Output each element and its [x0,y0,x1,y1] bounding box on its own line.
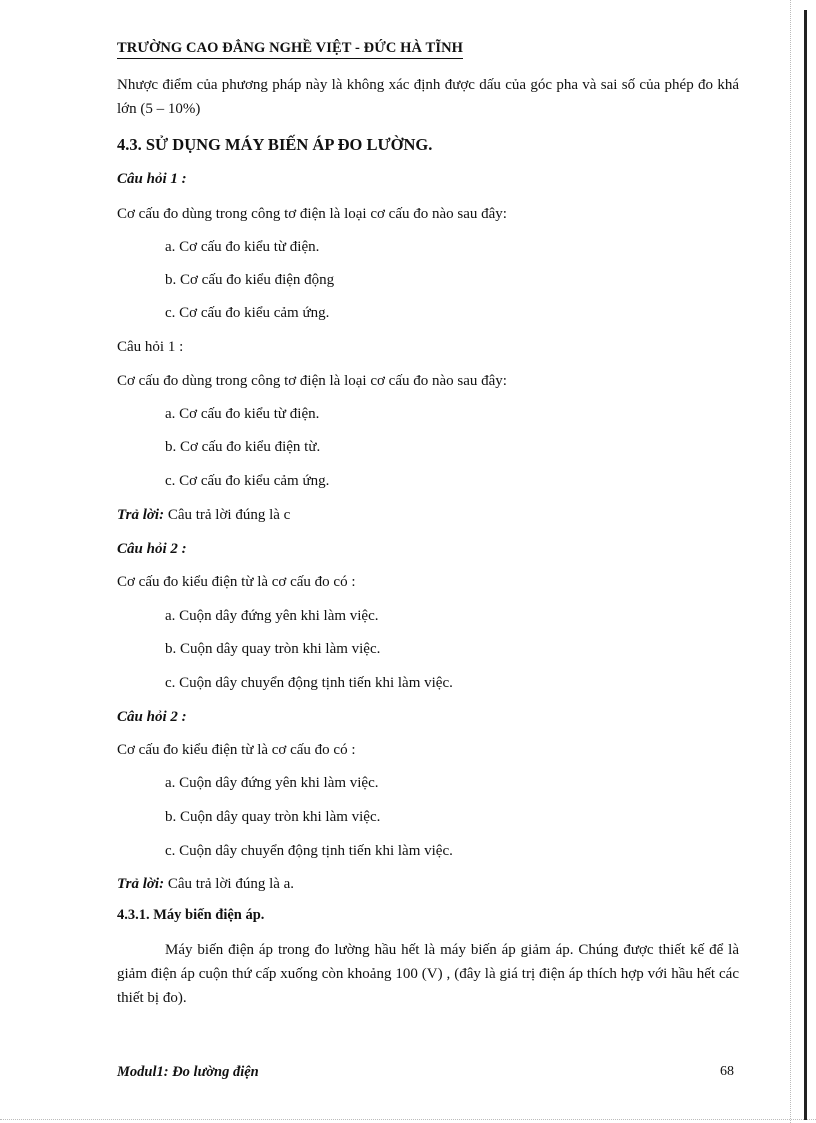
question-2a-option-b: b. Cuộn dây quay tròn khi làm việc. [165,641,381,657]
question-1b-text: Cơ cấu đo dùng trong công tơ điện là loại cơ cấu đo nào sau đây: [117,373,507,389]
question-1a-option-a: a. Cơ cấu đo kiểu từ điện. [165,239,320,255]
question-2a-option-c: c. Cuộn dây chuyển động tịnh tiến khi làm việc. [165,675,453,691]
page-header: TRƯỜNG CAO ĐẲNG NGHỀ VIỆT - ĐỨC HÀ TĨNH [117,40,463,59]
question-2b-label: Câu hỏi 2 : [117,709,187,725]
question-1b-option-c: c. Cơ cấu đo kiểu cảm ứng. [165,473,330,489]
question-1a-text: Cơ cấu đo dùng trong công tơ điện là loại cơ cấu đo nào sau đây: [117,206,507,222]
body-paragraph: Máy biến điện áp trong đo lường hầu hết là máy biến áp giảm áp. Chúng được thiết kế để là giảm điện áp cuộn thứ cấp xuống còn khoảng 100 (V) , (đây là giá trị điện áp thích hợp với hầu hết các thiết bị đo). [117,942,739,1006]
question-2a-label: Câu hỏi 2 : [117,541,187,557]
subsection-title: 4.3.1. Máy biến điện áp. [117,907,265,923]
question-1a-option-b: b. Cơ cấu đo kiểu điện động [165,272,335,288]
question-1b-option-a: a. Cơ cấu đo kiểu từ điện. [165,406,320,422]
question-1a-option-c: c. Cơ cấu đo kiểu cảm ứng. [165,305,330,321]
footer-module: Modul1: Đo lường điện [117,1064,259,1080]
question-1b-option-b: b. Cơ cấu đo kiểu điện từ. [165,439,321,455]
question-2b-option-b: b. Cuộn dây quay tròn khi làm việc. [165,809,381,825]
answer-1: Trả lời: Câu trả lời đúng là c [117,507,291,523]
section-title: 4.3. SỬ DỤNG MÁY BIẾN ÁP ĐO LƯỜNG. [117,135,433,154]
question-2b-option-c: c. Cuộn dây chuyển động tịnh tiến khi làm việc. [165,843,453,859]
footer-page-number: 68 [720,1064,734,1079]
question-2a-option-a: a. Cuộn dây đứng yên khi làm việc. [165,608,379,624]
question-2b-text: Cơ cấu đo kiểu điện từ là cơ cấu đo có : [117,742,356,758]
answer-2: Trả lời: Câu trả lời đúng là a. [117,876,295,892]
intro-paragraph: Nhược điểm của phương pháp này là không xác định được dấu của góc pha và sai số của phép đo khá lớn (5 – 10%) [117,77,739,117]
question-1a-label: Câu hỏi 1 : [117,171,187,187]
page-edge-bottom [0,1119,816,1121]
question-2b-option-a: a. Cuộn dây đứng yên khi làm việc. [165,775,379,791]
question-2a-text: Cơ cấu đo kiểu điện từ là cơ cấu đo có : [117,574,356,590]
page-edge-right [790,0,792,1123]
question-1b-label: Câu hỏi 1 : [117,339,184,355]
page-shadow [804,10,807,1120]
